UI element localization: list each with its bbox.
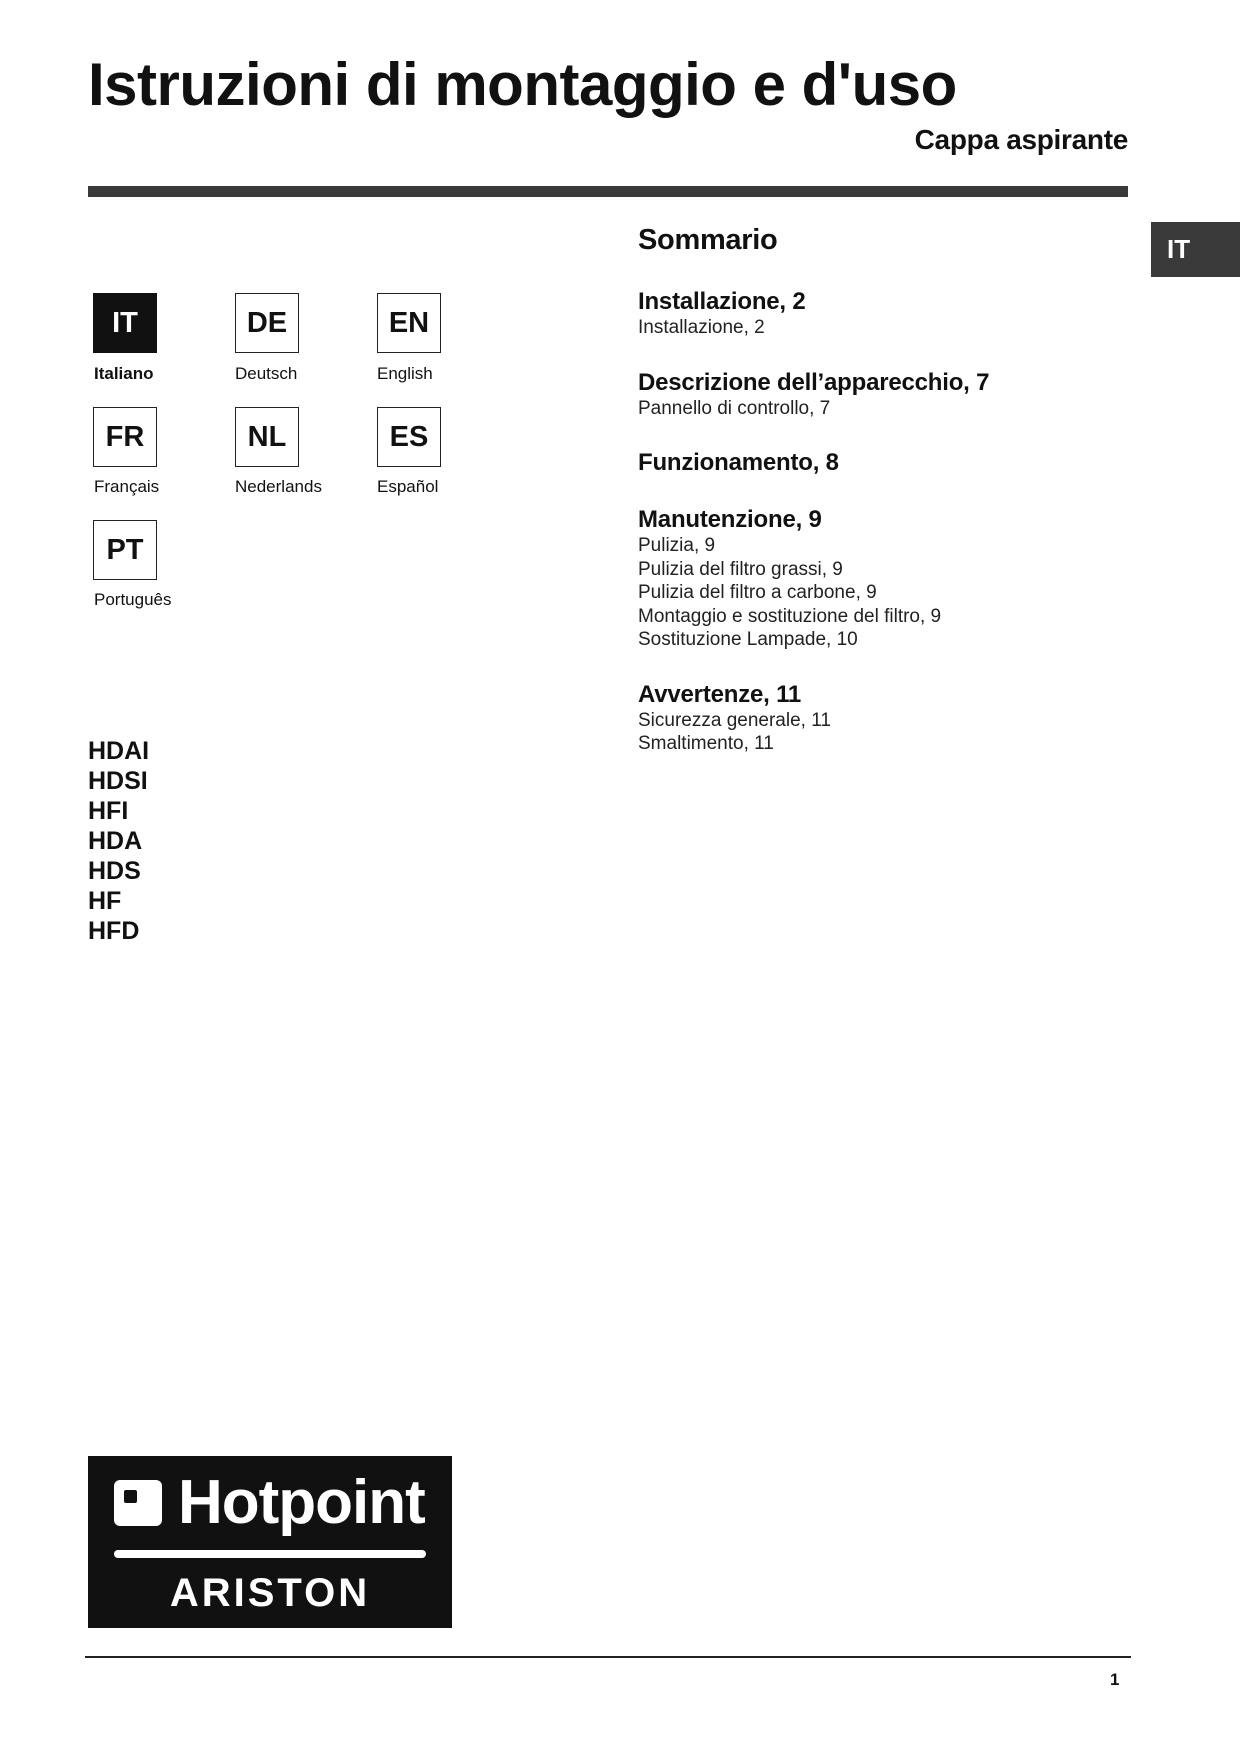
lang-label-en: English bbox=[377, 364, 433, 383]
logo-sub-text: ARISTON bbox=[169, 1571, 371, 1615]
lang-label-fr: Français bbox=[94, 477, 160, 496]
toc-section-title[interactable]: Avvertenze, 11 bbox=[638, 680, 802, 708]
toc-heading: Sommario bbox=[638, 224, 778, 256]
model-item: HFI bbox=[88, 797, 129, 825]
language-side-tab: IT bbox=[1151, 222, 1240, 277]
document-subtitle: Cappa aspirante bbox=[914, 124, 1128, 155]
lang-label-de: Deutsch bbox=[235, 364, 298, 383]
toc-item[interactable]: Pulizia del filtro grassi, 9 bbox=[638, 558, 843, 580]
model-item: HF bbox=[88, 887, 122, 915]
model-list bbox=[88, 736, 149, 946]
document-title: Istruzioni di montaggio e d'uso bbox=[88, 51, 957, 118]
toc-item[interactable]: Pulizia, 9 bbox=[638, 535, 716, 556]
footer-divider bbox=[85, 1656, 1131, 1658]
model-item: HDS bbox=[88, 857, 141, 885]
logo-divider bbox=[114, 1550, 426, 1558]
model-item: HDAI bbox=[88, 737, 150, 765]
toc-item[interactable]: Pulizia del filtro a carbone, 9 bbox=[638, 582, 877, 603]
toc-item[interactable]: Sicurezza generale, 11 bbox=[638, 709, 831, 731]
toc-section-title[interactable]: Manutenzione, 9 bbox=[638, 506, 822, 533]
page-number: 1 bbox=[1110, 1670, 1120, 1689]
toc-item[interactable]: Sostituzione Lampade, 10 bbox=[638, 629, 858, 650]
toc-section-funzionamento bbox=[638, 449, 1138, 477]
lang-box-es[interactable]: ES bbox=[377, 407, 441, 467]
lang-box-en[interactable]: EN bbox=[377, 293, 441, 353]
lang-box-pt[interactable]: PT bbox=[93, 520, 157, 580]
toc-item[interactable]: Installazione, 2 bbox=[638, 317, 765, 338]
toc-item[interactable]: Pannello di controllo, 7 bbox=[638, 397, 831, 419]
toc-item[interactable]: Smaltimento, 11 bbox=[638, 733, 774, 754]
model-item: HDSI bbox=[88, 767, 148, 795]
lang-label-es: Español bbox=[377, 477, 439, 496]
toc-section-avvertenze bbox=[638, 681, 1138, 756]
toc-section-title[interactable]: Descrizione dell’apparecchio, 7 bbox=[638, 368, 990, 396]
lang-box-fr[interactable]: FR bbox=[93, 407, 157, 467]
table-of-contents bbox=[638, 224, 1138, 785]
lang-label-it: Italiano bbox=[94, 364, 154, 383]
lang-box-de[interactable]: DE bbox=[235, 293, 299, 353]
toc-section-title[interactable]: Funzionamento, 8 bbox=[638, 449, 839, 476]
logo-brand-text: Hotpoint bbox=[178, 1468, 425, 1537]
toc-section-title[interactable]: Installazione, 2 bbox=[638, 288, 806, 315]
toc-item[interactable]: Montaggio e sostituzione del filtro, 9 bbox=[638, 605, 942, 627]
toc-section-installazione bbox=[638, 288, 1138, 340]
toc-section-descrizione bbox=[638, 369, 1138, 421]
toc-section-manutenzione bbox=[638, 506, 1138, 652]
hotpoint-ariston-logo bbox=[88, 1456, 452, 1628]
lang-box-it[interactable]: IT bbox=[93, 293, 157, 353]
lang-label-pt: Português bbox=[94, 590, 172, 609]
logo-mark-icon bbox=[114, 1480, 162, 1526]
lang-box-nl[interactable]: NL bbox=[235, 407, 299, 467]
lang-label-nl: Nederlands bbox=[235, 477, 322, 496]
model-item: HFD bbox=[88, 917, 140, 945]
model-item: HDA bbox=[88, 827, 143, 855]
header-divider bbox=[88, 186, 1128, 197]
